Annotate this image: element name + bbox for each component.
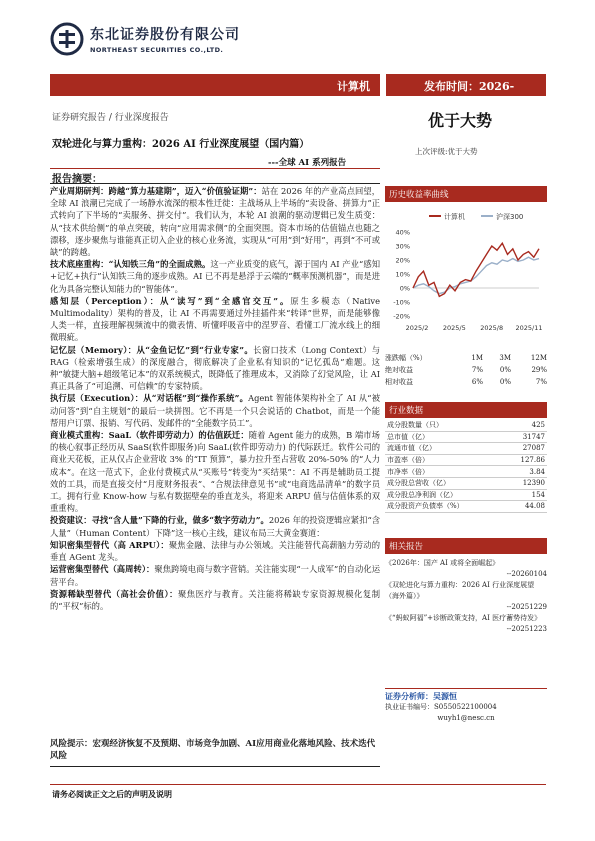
report-title: 双轮进化与算力重构：2026 AI 行业深度展望（国内篇） (52, 139, 310, 150)
paragraph (50, 539, 380, 563)
paragraph (50, 185, 380, 258)
paragraph (50, 588, 380, 612)
related-date: --20251229 (506, 603, 547, 611)
paragraph-body: 随着 Agent 能力的成熟，B 端市场的核心叙事正经历从 SaaS(软件即服务)向 SaaL(软件即劳动力) 的代际跃迁。软件公司的商业天花板，正从仅占企业营收 3% 的“IT 预算”，暴力拉升至占营收 20%-50% 的“人力成本”。在这一范式下，企业付费模式从“买账号”转变为“买结果”：AI 不再是辅助员工提效的工具，而是直接交付“月度财务报表”、“合规法律意见书”或“电商选品清单”的数字员工。拥有行业 Know-how 与私有数据壁垒的垂直龙头，将迎来 ARPU 值与估值体系的双重重构。 (50, 430, 380, 514)
paragraph-head: 感知层（Perception）：从“读写”到“全感官交互”。 (50, 295, 291, 306)
y-tick-label: 10% (395, 270, 410, 279)
cell: 27087 (522, 444, 545, 453)
cell: 0% (499, 378, 511, 386)
y-tick-label: 30% (395, 242, 410, 251)
analyst-info (385, 691, 547, 724)
table-row (385, 478, 547, 490)
related-heading: 相关报告 (385, 538, 547, 554)
logo-icon (50, 22, 84, 56)
related-title[interactable]: 《“蚂蚁阿福”+诊断政策支持，AI 医疗蓄势待发》 (385, 614, 542, 622)
paragraph (50, 514, 380, 538)
disclaimer: 请务必阅读正文之后的声明及说明 (52, 789, 172, 799)
y-tick-label: 0% (399, 284, 410, 293)
related-date: --20260104 (506, 570, 547, 578)
publish-time: 发布时间：2026- (386, 74, 546, 96)
table-row (385, 364, 547, 376)
cell: 6% (471, 378, 483, 386)
paragraph-body: 这一产业质变的底气，源于国内 AI 产业“感知+记忆+执行”认知铁三角的逐步成熟。AI 已不再是悬浮于云端的“概率预测机器”，而是进化为具备完整认知能力的“智能体”。 (50, 259, 380, 294)
license-number: 执业证书编号：S0550522100004 (385, 703, 497, 711)
paragraph-head: 执行层（Execution）：从“对话框”到“操作系统”。 (50, 393, 249, 404)
previous-rating: 上次评级:优于大势 (415, 147, 478, 156)
paragraph-head: 记忆层（Memory）：从“金鱼记忆”到“行业专家”。 (50, 344, 254, 355)
cell: 3.84 (529, 467, 545, 476)
row-label: 成分股总净利润（亿） (387, 490, 457, 499)
cell: 7% (471, 366, 483, 374)
legend-label: 沪深300 (496, 213, 524, 221)
paragraph (50, 295, 380, 344)
row-label: 流通市值（亿） (387, 444, 436, 453)
company-name-cn: 东北证券股份有限公司 (90, 27, 240, 43)
risk-warning: 风险提示：宏观经济恢复不及预期、市场竞争加剧、AI应用商业化落地风险、技术迭代风险 (50, 739, 376, 761)
paragraph-body: 长窗口技术（Long Context）与 RAG（检索增强生成）的深度融合，彻底解决了企业私有知识的“记忆孤岛”难题。这种“敏捷大脑+超级笔记本”的双系统模式，既降低了推理成本，又消除了幻觉风险，让 AI 真正具备了“可追溯、可信赖”的专家特质。 (50, 344, 380, 392)
header-cell: 1M (471, 354, 483, 362)
row-label: 总市值（亿） (387, 432, 429, 441)
cell: 29% (531, 366, 547, 374)
table-row (385, 443, 547, 455)
table-row (385, 420, 547, 432)
paragraph (50, 563, 380, 587)
paragraph-head: 商业模式重构：SaaL（软件即劳动力）的估值跃迁： (50, 430, 249, 441)
related-date: --20251223 (506, 625, 547, 633)
divider (385, 688, 547, 689)
company-logo (50, 22, 240, 56)
row-label: 成分股资产负债率（%） (387, 502, 464, 511)
paragraph-body: 原生多模态（Native Multimodality）架构的普及，让 AI 不再需要通过外挂插件来“转译”世界，而是能够像人类一样，直接理解视频流中的微表情、听懂呼吸音中的涅罗音、看懂工厂流水线上的细微瑕疵。 (50, 295, 381, 343)
analyst-email[interactable]: wuyh1@nesc.cn (437, 714, 495, 722)
cell: 7% (535, 378, 547, 386)
table-row (385, 455, 547, 467)
cell: 12390 (522, 479, 545, 488)
paragraph-body: 站在 2026 年的产业高点回望，全球 AI 浪潮已完成了一场静水流深的根本性迁徙：主战场从上半场的“卖设备、拼算力”正式转向了下半场的“卖服务、拼交付”。我们认为，本轮 AI 浪潮的驱动逻辑已发生质变：从“技术供给侧”的单点突破，转向“应用需求侧”的全面突围。资本市场的估值锚点也随之漂移，逐步聚焦与谁能真正切入企业的核心业务流，实现从“可用”到“好用”，再到“不可或缺”的跨越。 (50, 186, 381, 258)
y-tick-label: -10% (393, 298, 410, 307)
related-title[interactable]: 《2026年：国产 AI 或将全面崛起》 (385, 559, 500, 567)
row-label: 相对收益 (385, 378, 413, 386)
row-label: 绝对收益 (385, 366, 413, 374)
y-tick-label: 40% (395, 228, 410, 237)
breadcrumb: 证券研究报告 / 行业深度报告 (52, 113, 169, 123)
cell: 0% (499, 366, 511, 374)
performance-header (385, 352, 547, 364)
row-label: 市净率（倍） (387, 467, 429, 476)
divider (50, 168, 380, 169)
paragraph (50, 392, 380, 429)
paragraph-body: 聚焦跨境电商与数字营销。关注能实现“一人成军”的自动化运营平台。 (50, 564, 380, 587)
y-tick-label: 20% (395, 256, 410, 265)
paragraph-body: Agent 智能体架构补全了 AI 从“被动问答”到“自主规划”的最后一块拼图。它不再是一个只会说话的 Chatbot，而是一个能帮用户订票、报销、写代码、发邮件的“全能数字员工”。 (50, 393, 380, 428)
table-row (385, 490, 547, 502)
industry-label: 计算机 (337, 80, 370, 93)
report-subtitle: ---全球 AI 系列报告 (268, 158, 347, 168)
paragraph (50, 429, 380, 514)
cell: 44.08 (524, 502, 545, 511)
y-tick-label: -20% (393, 312, 410, 321)
header-cell: 涨跌幅（%） (385, 354, 427, 362)
table-row (385, 432, 547, 444)
paragraph (50, 258, 380, 295)
cell: 154 (531, 490, 545, 499)
analyst-name: 吴源恒 (433, 691, 457, 701)
cell: 31747 (522, 432, 545, 441)
paragraph-head: 产业周期研判：跨越“算力基建期”，迈入“价值验证期”： (50, 186, 262, 196)
footer-divider (50, 784, 546, 785)
company-name-en: NORTHEAST SECURITIES CO.,LTD. (90, 46, 224, 54)
related-reports (385, 558, 547, 635)
header-cell: 12M (530, 354, 547, 362)
x-tick-label: 2025/2 (405, 324, 429, 332)
paragraph-head: 投资建议：寻找“含人量”下降的行业，做多“数字劳动力”。 (50, 515, 269, 526)
related-title[interactable]: 《双轮进化与算力重构：2026 AI 行业深度展望（海外篇）》 (385, 581, 535, 600)
table-row (385, 376, 547, 388)
paragraph-body: 2026 年的投资逻辑应紧扣“含人量”（Human Content）下降”这一核心主线，建议布局三大黄金赛道： (50, 515, 381, 538)
industry-heading: 行业数据 (385, 402, 547, 418)
divider (50, 766, 380, 767)
divider (50, 183, 380, 184)
paragraph-body: 聚焦医疗与教育。关注能将稀缺专家资源规模化复制的“平权”标的。 (50, 588, 380, 611)
cell: 127.86 (520, 456, 545, 465)
row-label: 市盈率（倍） (387, 456, 429, 465)
header-bar (50, 74, 380, 96)
performance-table (385, 352, 547, 388)
summary-heading: 报告摘要： (52, 174, 102, 185)
industry-data-table (385, 420, 547, 513)
header-cell: 3M (499, 354, 511, 362)
rating: 优于大势 (428, 111, 493, 130)
row-label: 成分股数量（只） (387, 421, 443, 430)
legend-label: 计算机 (444, 213, 465, 221)
table-row (385, 466, 547, 478)
cell: 425 (531, 421, 545, 430)
paragraph-head: 运营密集型替代（高周转）： (50, 564, 155, 575)
analyst-label: 证券分析师： (385, 691, 433, 701)
x-tick-label: 2025/8 (480, 324, 504, 332)
paragraph-head: 知识密集型替代（高 ARPU）： (50, 539, 169, 550)
return-chart (385, 204, 547, 346)
summary-body (50, 185, 380, 612)
row-label: 成分股总营收（亿） (387, 479, 450, 488)
paragraph-body: 聚焦金融、法律与办公领域。关注能替代高薪脑力劳动的垂直 AGent 龙头。 (50, 539, 380, 563)
history-heading: 历史收益率曲线 (385, 186, 547, 202)
paragraph-head: 技术底座重构：“认知铁三角”的全面成熟。 (50, 259, 211, 270)
paragraph-head: 资源稀缺型替代（高社会价值）： (50, 588, 178, 599)
x-tick-label: 2025/5 (442, 324, 466, 332)
paragraph (50, 344, 380, 393)
x-tick-label: 2025/11 (515, 324, 543, 332)
table-row (385, 501, 547, 513)
